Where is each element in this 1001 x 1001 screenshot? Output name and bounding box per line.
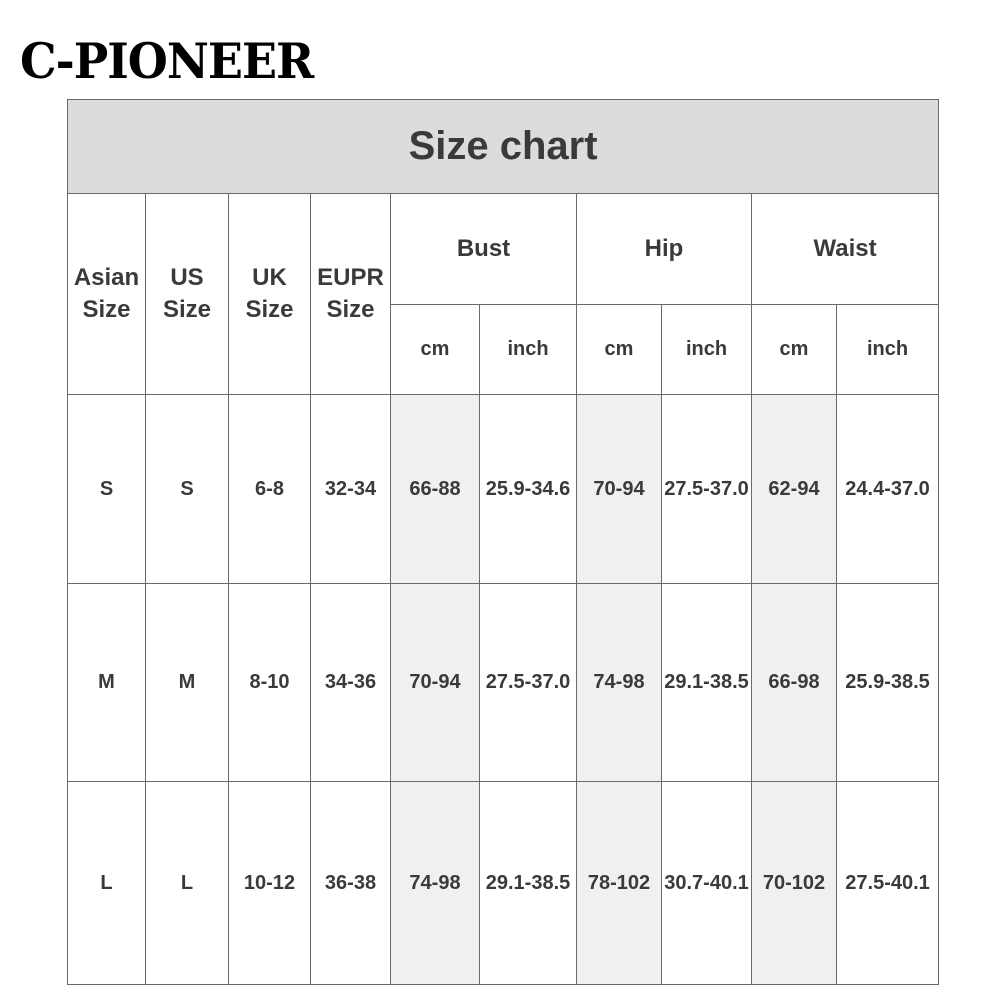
header-uk-size: UK Size [229,194,311,395]
table-cell: 24.4-37.0 [837,395,939,584]
table-cell: 70-94 [577,395,662,584]
table-cell: S [146,395,229,584]
table-cell: 30.7-40.1 [662,782,752,985]
table-cell: 29.1-38.5 [662,584,752,782]
table-cell: 34-36 [311,584,391,782]
header-eupr-size: EUPR Size [311,194,391,395]
size-chart-table [67,99,939,985]
table-cell: 70-102 [752,782,837,985]
table-cell: L [68,782,146,985]
table-cell: 74-98 [577,584,662,782]
header-us-size: US Size [146,194,229,395]
table-cell: 66-88 [391,395,480,584]
table-cell: 27.5-40.1 [837,782,939,985]
table-cell: 66-98 [752,584,837,782]
unit-waist-cm: cm [752,305,837,395]
table-cell: 36-38 [311,782,391,985]
table-cell: 70-94 [391,584,480,782]
table-cell: 25.9-38.5 [837,584,939,782]
brand-logo: C-PIONEER [20,32,314,90]
table-row [68,395,939,584]
table-row [68,584,939,782]
header-waist: Waist [752,194,939,305]
table-cell: 10-12 [229,782,311,985]
table-cell: 78-102 [577,782,662,985]
table-cell: 74-98 [391,782,480,985]
unit-waist-inch: inch [837,305,939,395]
unit-bust-cm: cm [391,305,480,395]
table-cell: M [68,584,146,782]
table-cell: 27.5-37.0 [480,584,577,782]
header-row [68,194,939,305]
table-cell: 25.9-34.6 [480,395,577,584]
table-cell: 32-34 [311,395,391,584]
title-row [68,100,939,194]
table-cell: 6-8 [229,395,311,584]
table-cell: 62-94 [752,395,837,584]
unit-hip-cm: cm [577,305,662,395]
table-cell: 27.5-37.0 [662,395,752,584]
table-cell: M [146,584,229,782]
header-asian-size: Asian Size [68,194,146,395]
table-row [68,782,939,985]
header-hip: Hip [577,194,752,305]
table-cell: L [146,782,229,985]
unit-bust-inch: inch [480,305,577,395]
table-cell: 29.1-38.5 [480,782,577,985]
table-title: Size chart [68,100,939,194]
table-cell: S [68,395,146,584]
header-bust: Bust [391,194,577,305]
table-cell: 8-10 [229,584,311,782]
unit-hip-inch: inch [662,305,752,395]
